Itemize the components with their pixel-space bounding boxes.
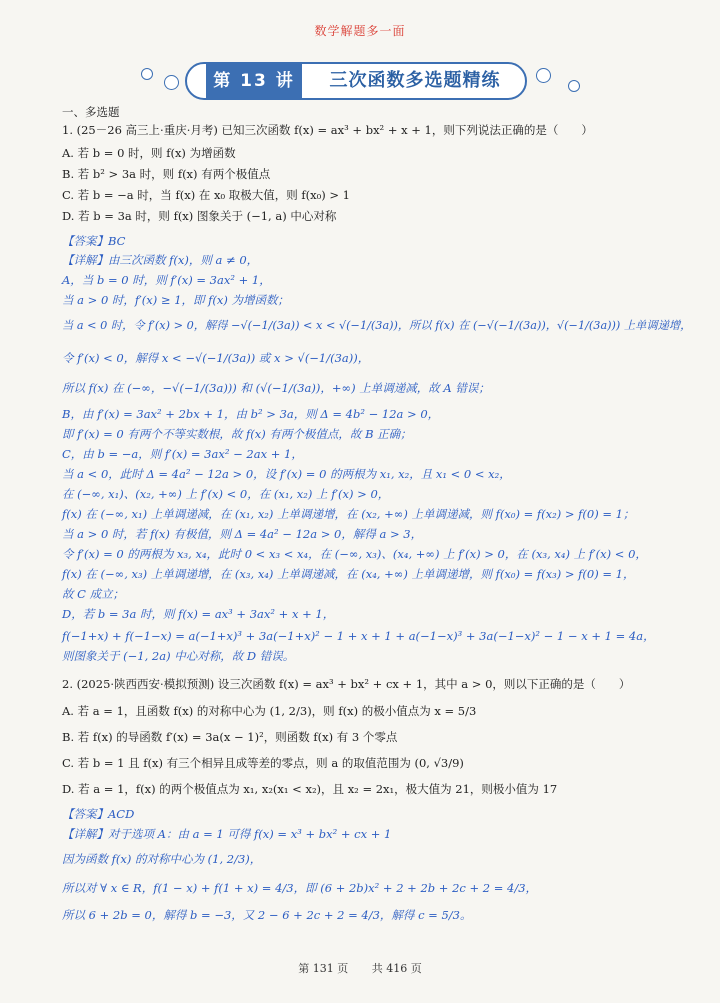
question-1-option-c: C. 若 b = −a 时，当 f(x) 在 x₀ 取极大值，则 f(x₀) > 1 [62,188,350,202]
question-2-stem: 2. (2025·陕西西安·模拟预测) 设三次函数 f(x) = ax³ + bx² + cx + 1，其中 a > 0，则以下正确的是（ ） [62,677,631,691]
question-2-option-d: D. 若 a = 1，f(x) 的两个极值点为 x₁, x₂(x₁ < x₂)，且 x₂ = 2x₁，极大值为 21，则极小值为 17 [62,782,558,796]
solution-line: f(x) 在 (−∞, x₁) 上单调递减，在 (x₁, x₂) 上单调递增，在 (x₂, +∞) 上单调递减，则 f(x₀) = f(x₂) > f(0) = 1； [62,507,635,521]
solution-line: 令 f′(x) = 0 的两根为 x₃, x₄，此时 0 < x₃ < x₄，在 (−∞, x₃)、(x₄, +∞) 上 f′(x) > 0，在 (x₃, x₄) 上 f′(x) < 0， [62,547,647,561]
solution-line: 当 a > 0 时，若 f(x) 有极值，则 Δ = 4a² − 12a > 0，解得 a > 3， [62,527,423,541]
answer-2: 【答案】ACD [62,807,135,821]
solution-line: 则图象关于 (−1, 2a) 中心对称，故 D 错误。 [62,649,295,663]
solution-line: f(x) 在 (−∞, x₃) 上单调递增，在 (x₃, x₄) 上单调递减，在 (x₄, +∞) 上单调递增，则 f(x₀) = f(x₃) > f(0) = 1， [62,567,635,581]
question-2-option-a: A. 若 a = 1，且函数 f(x) 的对称中心为 (1, 2/3)，则 f(x) 的极小值点为 x = 5/3 [62,704,477,718]
solution-line: B，由 f′(x) = 3ax² + 2bx + 1，由 b² > 3a，则 Δ = 4b² − 12a > 0， [62,407,440,421]
section-heading: 一、多选题 [62,105,120,119]
solution-line: 所以 6 + 2b = 0，解得 b = −3，又 2 − 6 + 2c + 2 = 4/3，解得 c = 5/3。 [62,908,472,922]
decor-circle-icon [141,68,153,80]
question-2-option-c: C. 若 b = 1 且 f(x) 有三个相异且成等差的零点，则 a 的取值范围为 (0, √3/9) [62,756,464,770]
solution-line: 在 (−∞, x₁)、(x₂, +∞) 上 f′(x) < 0，在 (x₁, x₂) 上 f′(x) > 0， [62,487,390,501]
page-number: 第 131 页 [298,962,349,975]
solution-line: 【详解】对于选项 A：由 a = 1 可得 f(x) = x³ + bx² + cx + 1 [62,827,392,841]
solution-line: 【详解】由三次函数 f(x)，则 a ≠ 0， [62,253,259,267]
solution-line: f(−1+x) + f(−1−x) = a(−1+x)³ + 3a(−1+x)² − 1 + x + 1 + a(−1−x)³ + 3a(−1−x)² − 1 − x + 1 = 4a， [62,629,655,643]
lecture-number: 第 13 讲 [206,64,302,98]
solution-line: 当 a > 0 时，f′(x) ≥ 1，即 f(x) 为增函数； [62,293,290,307]
solution-line: 当 a < 0，此时 Δ = 4a² − 12a > 0，设 f′(x) = 0 的两根为 x₁, x₂，且 x₁ < 0 < x₂， [62,467,511,481]
question-1-option-a: A. 若 b = 0 时，则 f(x) 为增函数 [62,146,236,160]
solution-line: 故 C 成立； [62,587,125,601]
solution-line: 当 a < 0 时，令 f′(x) > 0，解得 −√(−1/(3a)) < x < √(−1/(3a))，所以 f(x) 在 (−√(−1/(3a))，√(−1/(3a))) 上单调递增， [62,319,692,332]
page-header: 数学解题多一面 [314,24,406,38]
decor-circle-icon [568,80,580,92]
solution-line: 即 f′(x) = 0 有两个不等实数根，故 f(x) 有两个极值点，故 B 正确； [62,427,412,441]
decor-circle-icon [164,75,179,90]
solution-line: 因为函数 f(x) 的对称中心为 (1, 2/3)， [62,852,262,866]
solution-line: 所以 f(x) 在 (−∞，−√(−1/(3a))) 和 (√(−1/(3a))，+∞) 上单调递减，故 A 错误； [62,381,490,395]
question-2-option-b: B. 若 f(x) 的导函数 f′(x) = 3a(x − 1)²，则函数 f(x) 有 3 个零点 [62,730,398,744]
solution-line: D，若 b = 3a 时，则 f(x) = ax³ + 3ax² + x + 1， [62,607,335,621]
page-total: 共 416 页 [371,962,422,975]
question-1-option-d: D. 若 b = 3a 时，则 f(x) 图象关于 (−1, a) 中心对称 [62,209,337,223]
question-1-option-b: B. 若 b² > 3a 时，则 f(x) 有两个极值点 [62,167,271,181]
solution-line: 所以对 ∀ x ∈ R，f(1 − x) + f(1 + x) = 4/3，即 (6 + 2b)x² + 2 + 2b + 2c + 2 = 4/3， [62,881,538,895]
decor-circle-icon [536,68,551,83]
answer-1: 【答案】BC [62,234,126,248]
solution-line: C，由 b = −a，则 f′(x) = 3ax² − 2ax + 1， [62,447,303,461]
solution-line: 令 f′(x) < 0，解得 x < −√(−1/(3a)) 或 x > √(−1/(3a))， [62,351,370,365]
question-1-stem: 1. (25－26 高三上·重庆·月考) 已知三次函数 f(x) = ax³ + bx² + x + 1，则下列说法正确的是（ ） [62,123,593,137]
solution-line: A，当 b = 0 时，则 f′(x) = 3ax² + 1， [62,273,271,287]
lecture-title: 三次函数多选题精练 [329,70,501,91]
page-footer [0,960,720,976]
